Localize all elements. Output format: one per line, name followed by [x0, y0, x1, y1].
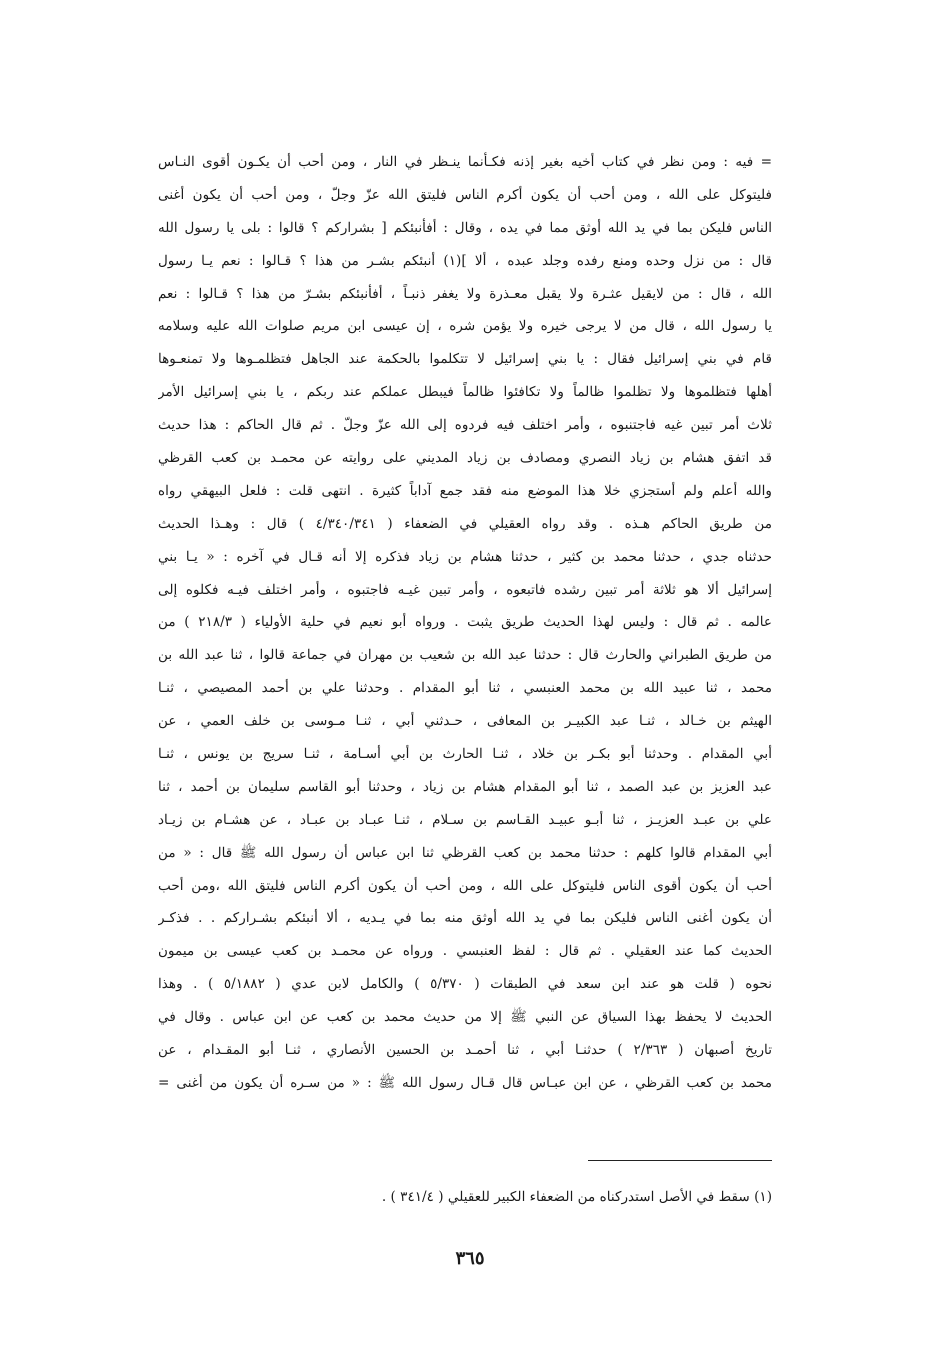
text-line: أبي المقدام قالوا كلهم : حدثنا محمد بن كعب القرظي ثنا ابن عباس أن رسول الله ﷺ قال : « من: [158, 844, 772, 861]
text-line: قال : من نزل وحده ومنع رفده وجلد عبده ، ألا ](١) أنبئكم بشـر من هذا ؟ قـالوا : نعم يـا رسول: [158, 252, 772, 269]
text-line: عبد العزيز بن عبد الصمد ، ثنا أبو المقدام هشام بن زياد ، وحدثنا أبو القاسم سليمان بن أحمد ، ثنا: [158, 778, 772, 795]
text-line: أهلها فتظلموها ولا تظلموا ظالماً ولا تكافئوا ظالماً فيبطل عملكم عند ربكم ، يا بني إسرائيل الأمر: [158, 384, 772, 401]
text-line: علي بن عبـد العزيـز ، ثنا أبـو عبيـد القـاسم بن سـلام ، ثنـا عبـاد بن عبـاد ، عن هشـام بن زيـاد: [158, 811, 772, 828]
text-line: حدثناه جدي ، حدثنا محمد بن كثير ، حدثنا هشام بن زياد فذكره إلا أنه قـال في آخره : « يـا بني: [158, 548, 772, 565]
text-line: الله ، قال : من لايقيل عثـرة ولا يقبل معـذرة ولا يغفر ذنبـاً ، أفأنبئكم بشـرّ من هذا ؟ قـالوا : نعم: [158, 285, 772, 302]
page-number: ٣٦٥: [455, 1248, 485, 1269]
text-line: ثلاث أمر تبين غيه فاجتنبوه ، وأمر اختلف فيه فردوه إلى الله عزّ وجلّ . ثم قال الحاكم : هذا حديث: [158, 417, 772, 434]
footnote: (١) سقط في الأصل استدركناه من الضعفاء الكبير للعقيلي ( ٣٤١/٤ ) .: [381, 1189, 772, 1205]
text-line: عالمه . ثم قال : وليس لهذا الحديث طريق يثبت . ورواه أبو نعيم في حلية الأولياء ( ٢١٨/٣ ) من: [158, 614, 772, 631]
text-line: الهيثم بن خـالد ، ثنـا عبد الكبيـر بن المعافى ، حـدثني أبي ، ثنـا مـوسى بن خلف العمي ، عن: [158, 713, 772, 730]
main-text-block: [158, 146, 772, 1100]
text-line: والله أعلم ولم أستجزي خلا هذا الموضع منه فقد جمع آداباً كثيرة . انتهى قلت : فلعل البيهقي رواه: [158, 482, 772, 499]
text-line: من طريق الطبراني والحارث قال : حدثنا عبد الله بن شعيب بن مهران في جماعة قالوا ، ثنا عبد الله بن: [158, 647, 772, 664]
text-line: تاريخ أصبهان ( ٢/٣٦٣ ) حدثنـا أبي ، ثنا أحمـد بن الحسين الأنصاري ، ثنـا أبو المقـدام ، عن: [158, 1042, 772, 1059]
text-line: أن يكون أغنى الناس فليكن بما في يد الله أوثق منه بما في يـديه ، ألا أنبئكم بشـراركم . . فذكـر: [158, 910, 772, 927]
text-line: أبي المقدام . وحدثنا أبو بكـر بن خلاد ، ثنـا الحارث بن أبي أسـامة ، ثنـا سريج بن يونس ، ثنـا: [158, 746, 772, 763]
text-line: الحديث كما عند العقيلي . ثم قال : لفظ العنبسي . ورواه عن محمـد بن كعب عيسى بن ميمون: [158, 943, 772, 960]
text-line: قد اتفق هشام بن زياد النصري ومصادف بن زياد المديني على روايته عن محمـد بن كعب القرظي: [158, 450, 772, 467]
text-line: محمد ، ثنا عبيد الله بن محمد العنبسي ، ثنا أبو المقدام . وحدثنا علي بن أحمد المصيصي ، ثنـا: [158, 680, 772, 697]
text-line: الحديث لا يحفظ بهذا السياق عن النبي ﷺ إلا من حديث محمد بن كعب عن ابن عباس . وقال في: [158, 1009, 772, 1026]
text-line: إسرائيل ألا هو ثلاثة أمر تبين رشده فاتبعوه ، وأمر تبين غيـه فاجتبوه ، وأمر اختلف فيـه فكلوه إلى: [158, 581, 772, 598]
text-line: محمد بن كعب القرظي ، عن ابن عبـاس قال قـال رسول الله ﷺ : « من سـره أن يكون من أغنى =: [158, 1074, 772, 1091]
text-line: من طريق الحاكم هـذه . وقد رواه العقيلي في الضعفاء ( ٤/٣٤٠/٣٤١ ) قال : وهـذا الحديث: [158, 515, 772, 532]
text-line: الناس فليكن بما في يد الله أوثق مما في يده ، وقال : أفأنبئكم [ بشراركم ؟ قالوا : بلى يا رسول الله: [158, 219, 772, 236]
text-line: قام في بني إسرائيل فقال : يا بني إسرائيل لا تتكلموا بالحكمة عند الجاهل فتظلمـوها ولا تمنعـوها: [158, 351, 772, 368]
text-line: نحوه ( قلت هو عند ابن سعد في الطبقات ( ٥/٣٧٠ ) والكامل لابن عدي ( ٥/١٨٨٢ ) . وهذا: [158, 976, 772, 993]
text-line: فليتوكل على الله ، ومن أحب أن يكون أكرم الناس فليتق الله عزّ وجلّ ، ومن أحب أن يكون أغنى: [158, 186, 772, 203]
text-line: أحب أن يكون أقوى الناس فليتوكل على الله ، ومن أحب أن يكون أكرم الناس فليتق الله ،ومن أحب: [158, 877, 772, 894]
footnote-separator: [588, 1160, 772, 1161]
text-line: يا رسول الله ، قال من لا يرجى خيره ولا يؤمن شره ، إن عيسى ابن مريم صلوات الله عليه وسلامه: [158, 318, 772, 335]
text-line: = فيه : ومن نظر في كتاب أخيه بغير إذنه فكـأنما ينـظر في النار ، ومن أحب أن يكـون أقوى النـاس: [158, 154, 772, 170]
